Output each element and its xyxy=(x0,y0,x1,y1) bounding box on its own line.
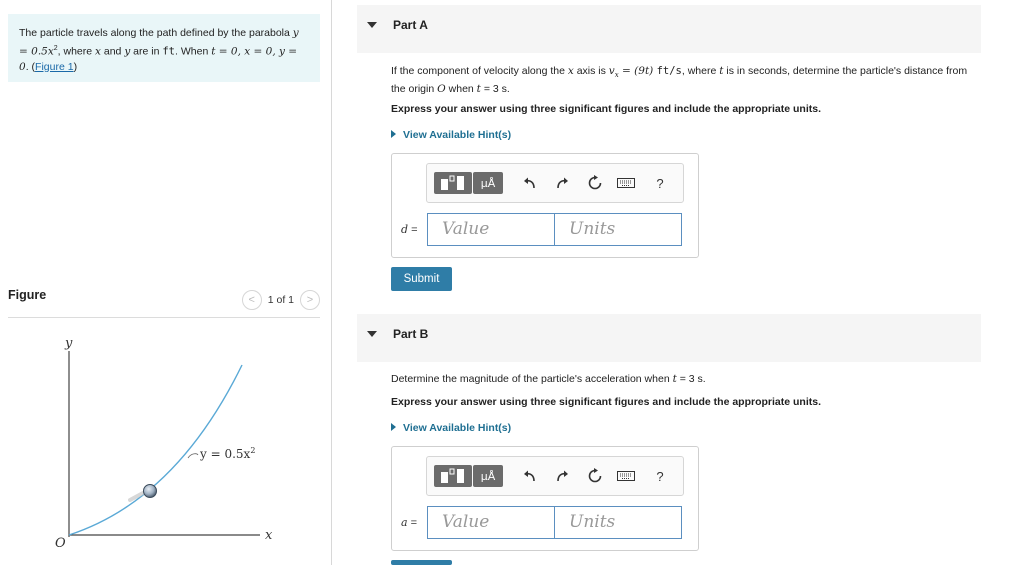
x-axis-label: x xyxy=(265,528,273,543)
redo-button[interactable] xyxy=(551,172,573,194)
help-button[interactable] xyxy=(649,465,671,487)
question-text: = 3 s. xyxy=(676,373,706,385)
math-toolbar xyxy=(426,163,684,203)
units-icon: µÅ xyxy=(480,469,496,483)
problem-text: The particle travels along the path defined by the parabola xyxy=(19,27,293,39)
panel-divider xyxy=(331,0,332,565)
question-text: , where xyxy=(681,65,720,77)
part-b-title: Part B xyxy=(393,327,429,341)
question-text: is in seconds, determine the particle's distance from the origin xyxy=(391,65,968,96)
unit-ft: ft xyxy=(162,45,176,58)
templates-button[interactable] xyxy=(434,465,472,487)
help-icon: ? xyxy=(656,468,664,484)
problem-text: . ( xyxy=(25,60,36,73)
hint-label: View Available Hint(s) xyxy=(403,422,512,434)
units-button[interactable] xyxy=(473,465,503,487)
chevron-left-icon: < xyxy=(248,294,255,306)
label-leader xyxy=(188,454,198,458)
part-a-hint-link[interactable] xyxy=(391,129,511,141)
undo-button[interactable] xyxy=(519,172,541,194)
parabola-figure xyxy=(8,325,320,560)
figure-title: Figure xyxy=(8,288,47,302)
redo-icon xyxy=(555,469,569,483)
chevron-right-icon: > xyxy=(306,294,314,306)
y-axis-label: y xyxy=(65,336,73,351)
help-icon: ? xyxy=(656,175,664,191)
question-text: axis is xyxy=(573,65,609,77)
next-figure-button[interactable] xyxy=(300,290,320,310)
reset-icon xyxy=(587,468,603,484)
redo-icon xyxy=(555,176,569,190)
keyboard-icon xyxy=(617,470,635,482)
part-b-question xyxy=(391,372,971,386)
problem-text: are in xyxy=(130,45,163,58)
answer-variable: a = xyxy=(401,516,418,529)
particle-ball xyxy=(144,485,157,498)
problem-text: , where xyxy=(57,45,96,58)
figure-diagram xyxy=(8,325,320,560)
caret-down-icon xyxy=(367,22,377,28)
units-icon: µÅ xyxy=(480,176,496,190)
undo-icon xyxy=(523,176,537,190)
templates-button[interactable] xyxy=(434,172,472,194)
figure-link[interactable]: Figure 1 xyxy=(35,60,74,73)
undo-button[interactable] xyxy=(519,465,541,487)
question-text: when xyxy=(445,83,477,96)
caret-right-icon xyxy=(391,130,396,138)
hint-label: View Available Hint(s) xyxy=(403,129,512,141)
question-text: Determine the magnitude of the particle's acceleration when xyxy=(391,373,673,385)
keyboard-button[interactable] xyxy=(615,172,637,194)
var-t: t xyxy=(719,65,724,77)
reset-button[interactable] xyxy=(584,465,606,487)
part-b-header[interactable] xyxy=(357,314,981,362)
templates-icon xyxy=(439,175,467,191)
origin-label: O xyxy=(55,536,66,551)
var-vx-sub: x xyxy=(614,71,619,80)
var-o: O xyxy=(437,83,446,96)
value-input[interactable]: Value xyxy=(427,213,555,246)
path-exponent: 2 xyxy=(53,45,58,52)
var-x: x xyxy=(567,65,574,77)
part-b-answer-box xyxy=(391,446,699,551)
part-a-instruction: Express your answer using three significant figures and include the appropriate units. xyxy=(391,103,822,115)
templates-icon xyxy=(439,468,467,484)
caret-down-icon xyxy=(367,331,377,337)
units-button[interactable] xyxy=(473,172,503,194)
question-text: = 3 s. xyxy=(480,83,510,96)
math-toolbar xyxy=(426,456,684,496)
path-equation: y = 0.5x xyxy=(19,27,299,58)
caret-right-icon xyxy=(391,423,396,431)
var-x: x xyxy=(95,45,101,58)
problem-text: and xyxy=(100,45,125,58)
part-b-hint-link[interactable] xyxy=(391,422,511,434)
problem-statement xyxy=(8,14,320,82)
figure-pager xyxy=(242,290,320,310)
problem-text: ) xyxy=(73,60,78,73)
velocity-equation: = (9t) xyxy=(618,65,657,77)
var-t: t xyxy=(476,83,481,96)
answer-variable: d = xyxy=(401,223,418,236)
question-text: If the component of velocity along the xyxy=(391,65,568,77)
curve-label: $y = 0.5x^2$ xyxy=(200,446,256,461)
part-a-title: Part A xyxy=(393,18,428,32)
help-button[interactable] xyxy=(649,172,671,194)
pager-text: 1 of 1 xyxy=(267,294,294,306)
prev-figure-button[interactable] xyxy=(242,290,262,310)
part-b-instruction: Express your answer using three significant figures and include the appropriate units. xyxy=(391,396,822,408)
part-a-question xyxy=(391,64,971,96)
reset-icon xyxy=(587,175,603,191)
submit-button[interactable]: Submit xyxy=(391,267,452,291)
problem-text: . When xyxy=(175,45,212,58)
undo-icon xyxy=(523,469,537,483)
units-input[interactable]: Units xyxy=(554,506,682,539)
keyboard-button[interactable] xyxy=(615,465,637,487)
submit-button-partial[interactable] xyxy=(391,560,452,565)
var-t: t xyxy=(672,373,677,385)
var-y: y xyxy=(124,45,131,58)
initial-conditions: t = 0, x = 0, y = 0 xyxy=(19,45,298,73)
var-vx: v xyxy=(608,65,615,77)
value-input[interactable]: Value xyxy=(427,506,555,539)
figure-header xyxy=(8,288,320,318)
part-a-answer-box xyxy=(391,153,699,258)
redo-button[interactable] xyxy=(551,465,573,487)
part-a-header[interactable] xyxy=(357,5,981,53)
reset-button[interactable] xyxy=(584,172,606,194)
unit-fts: ft/s xyxy=(656,65,682,77)
keyboard-icon xyxy=(617,177,635,189)
units-input[interactable]: Units xyxy=(554,213,682,246)
